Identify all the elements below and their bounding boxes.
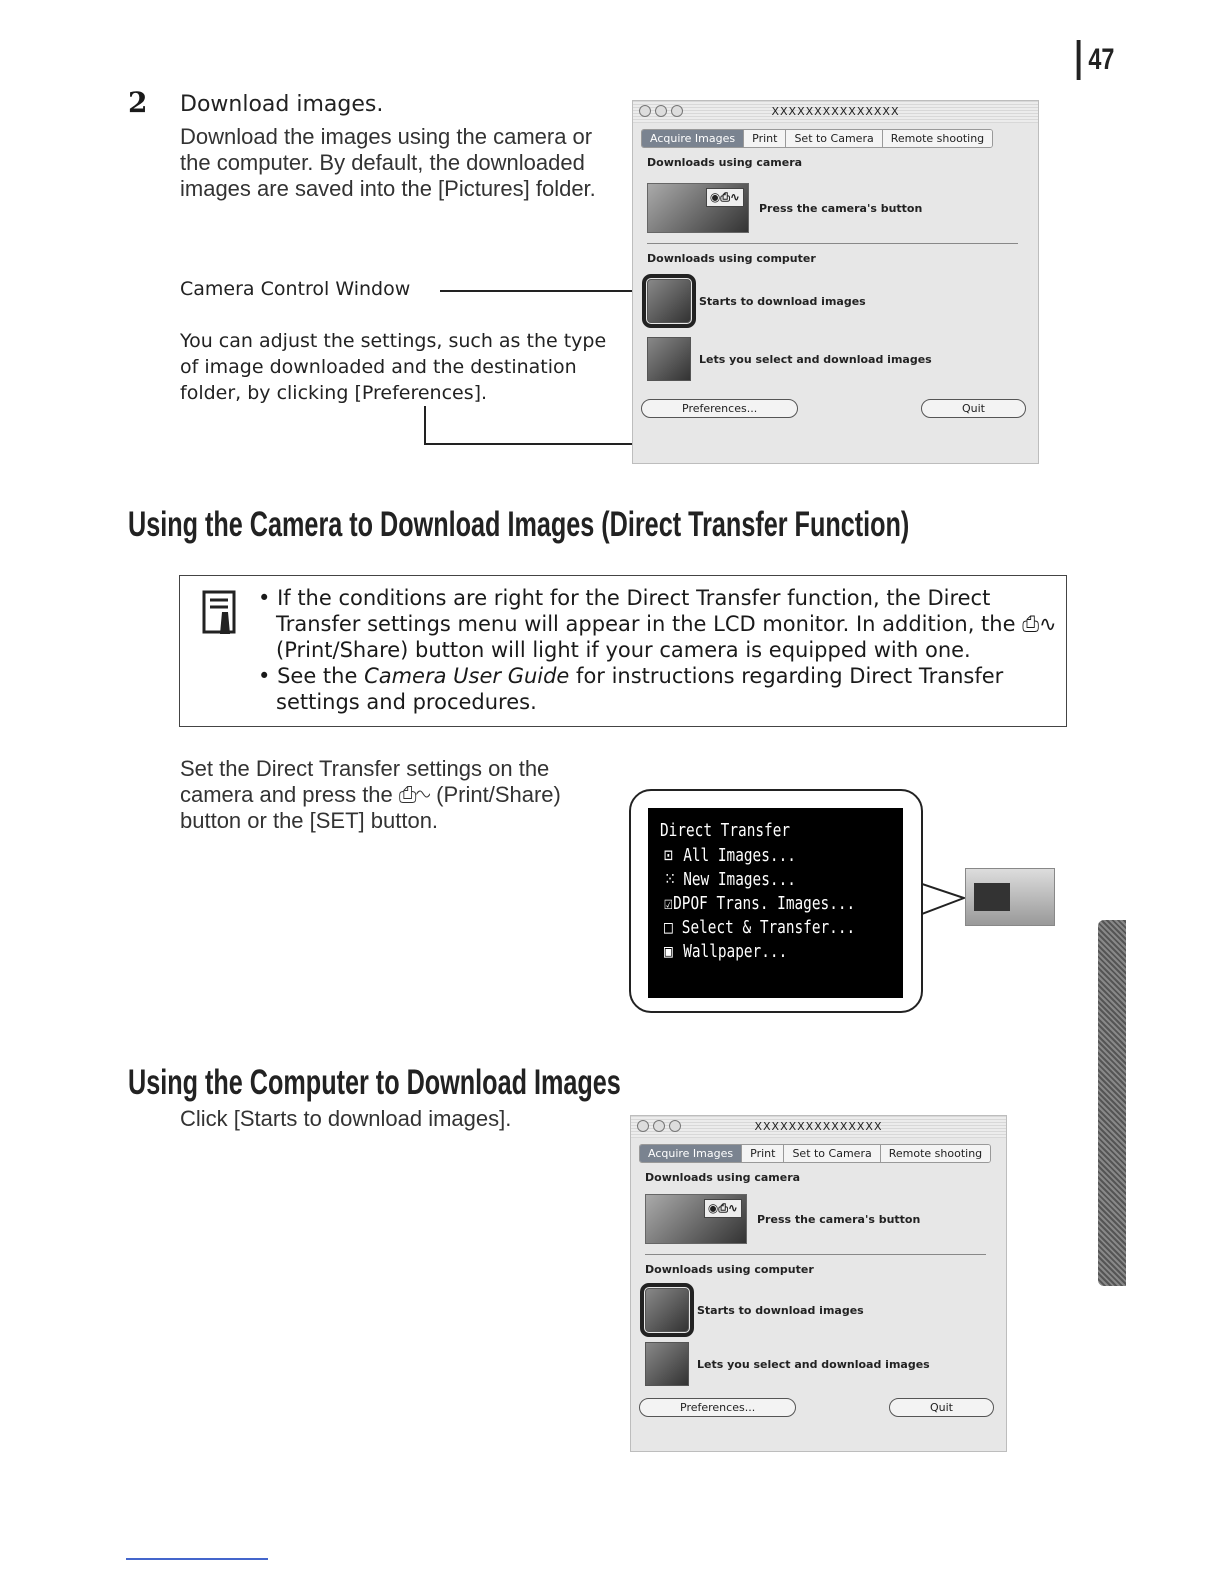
page-number: 47	[1076, 40, 1114, 80]
print-share-icon: ⎙∿	[1022, 612, 1057, 636]
chapter-side-tab	[1098, 920, 1126, 1286]
lcd-menu-item[interactable]: ⁙ New Images...	[664, 869, 796, 890]
lcd-menu-item[interactable]: □ Select & Transfer...	[664, 917, 856, 938]
all-images-icon: ⊡	[664, 845, 673, 866]
camera-button-icon: ◉⎙∿	[647, 183, 749, 233]
dpof-icon: ☑	[664, 893, 673, 914]
note-text	[258, 585, 1058, 715]
lcd-screen	[648, 808, 903, 998]
camera-control-window	[630, 1115, 1007, 1452]
preferences-button[interactable]: Preferences...	[639, 1398, 796, 1417]
starts-download-label: Starts to download images	[699, 294, 866, 308]
section-heading: Using the Camera to Download Images (Direct Transfer Function)	[128, 505, 910, 544]
step-number: 2	[128, 86, 148, 119]
note-bullet: • See the Camera User Guide for instructions regarding Direct Transfer settings and procedures.	[258, 664, 1004, 714]
select-download-label: Lets you select and download images	[699, 352, 932, 366]
callout-line	[424, 406, 426, 444]
pref-description: You can adjust the settings, such as the type of image downloaded and the destination folder, by clicking [Preferences].	[180, 330, 607, 404]
section-label: Downloads using computer	[647, 252, 816, 265]
window-title: XXXXXXXXXXXXXXX	[754, 1120, 883, 1133]
tab-set-to-camera[interactable]: Set to Camera	[786, 130, 882, 147]
starts-download-button[interactable]	[645, 1288, 689, 1332]
section-text: Click [Starts to download images].	[180, 1106, 512, 1131]
lcd-menu-item[interactable]: ☑ DPOF Trans. Images...	[664, 893, 856, 914]
step-description: Download the images using the camera or the computer. By default, the downloaded images are saved into the [Pictures] folder.	[180, 124, 596, 201]
select-download-label: Lets you select and download images	[697, 1357, 930, 1371]
starts-download-button[interactable]	[647, 279, 691, 323]
camera-control-window	[632, 100, 1039, 464]
quit-button[interactable]: Quit	[889, 1398, 994, 1417]
wallpaper-icon: ▣	[664, 941, 673, 962]
select-transfer-icon: □	[664, 917, 673, 938]
tab-print[interactable]: Print	[744, 130, 786, 147]
section-label: Downloads using computer	[645, 1263, 814, 1276]
tab-print[interactable]: Print	[742, 1145, 784, 1162]
step-title: Download images.	[180, 92, 384, 117]
divider	[647, 243, 1018, 244]
lcd-menu-item[interactable]: ▣ Wallpaper...	[664, 941, 788, 962]
tab-remote-shooting[interactable]: Remote shooting	[883, 130, 992, 147]
callout-line	[440, 290, 645, 292]
starts-download-label: Starts to download images	[697, 1303, 864, 1317]
lcd-title: Direct Transfer	[660, 820, 791, 841]
footer-line	[126, 1558, 268, 1560]
section-label: Downloads using camera	[645, 1171, 801, 1184]
quit-button[interactable]: Quit	[921, 399, 1026, 418]
new-images-icon: ⁙	[664, 869, 677, 890]
callout-line	[424, 443, 644, 445]
camera-button-icon: ◉⎙∿	[645, 1194, 747, 1244]
divider	[645, 1254, 986, 1255]
press-camera-label: Press the camera's button	[759, 201, 923, 215]
window-title: XXXXXXXXXXXXXXX	[771, 105, 900, 118]
press-camera-label: Press the camera's button	[757, 1212, 921, 1226]
note-bullet: • If the conditions are right for the Direct Transfer function, the Direct Transfer settings menu will appear in the LCD monitor. In addition, the ⎙∿ (Print/Share) button will light if your camera is equipped with one.	[258, 586, 1057, 662]
lcd-menu-item[interactable]: ⊡ All Images...	[664, 845, 796, 866]
tab-acquire-images[interactable]: Acquire Images	[640, 1145, 742, 1162]
callout-pointer	[922, 880, 966, 920]
title-bar	[633, 101, 1038, 123]
section-label: Downloads using camera	[647, 156, 803, 169]
tab-remote-shooting[interactable]: Remote shooting	[881, 1145, 990, 1162]
direct-transfer-text: Set the Direct Transfer settings on the camera and press the ⎙∿ (Print/Share) button or the [SET] button.	[180, 756, 561, 833]
ccw-label: Camera Control Window	[180, 278, 411, 300]
title-bar	[631, 1116, 1006, 1138]
section-heading: Using the Computer to Download Images	[128, 1063, 621, 1102]
tab-set-to-camera[interactable]: Set to Camera	[784, 1145, 880, 1162]
print-share-icon: ⎙∿	[398, 782, 431, 807]
tab-bar	[639, 1144, 991, 1163]
camera-thumbnail	[965, 868, 1055, 926]
select-download-button[interactable]	[645, 1342, 689, 1386]
tab-bar	[641, 129, 993, 148]
preferences-button[interactable]: Preferences...	[641, 399, 798, 418]
note-icon	[202, 590, 240, 636]
tab-acquire-images[interactable]: Acquire Images	[642, 130, 744, 147]
select-download-button[interactable]	[647, 337, 691, 381]
